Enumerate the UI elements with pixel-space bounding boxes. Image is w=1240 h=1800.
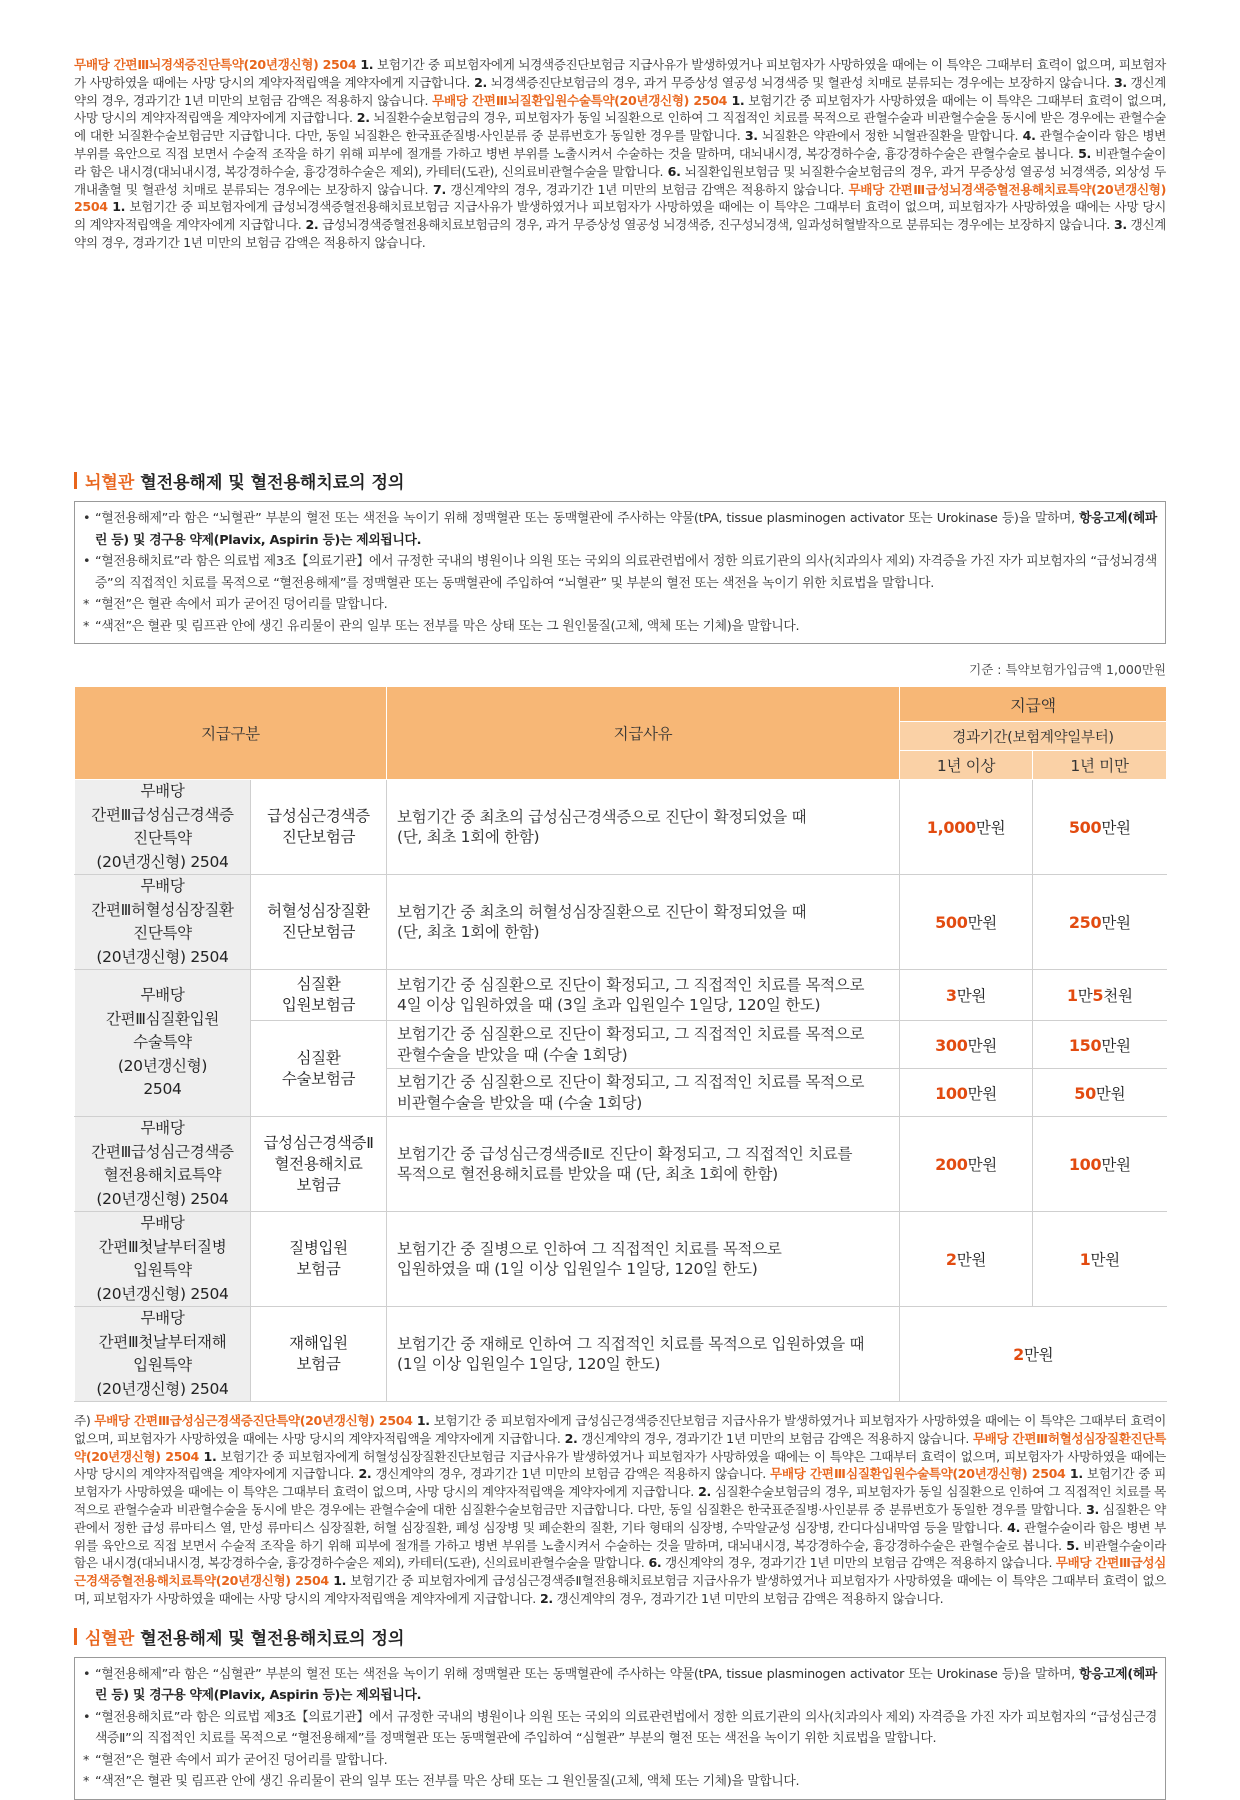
definition-box-1	[74, 501, 1166, 644]
cell-line: 무배당	[140, 1119, 185, 1137]
clause-text: 갱신계약의 경우, 경과기간 1년 미만의 보험금 감액은 적용하지 않습니다.	[552, 1590, 944, 1606]
emphasis-text: 항응고제(헤파린 등) 및 경구용 약제(Plavix, Aspirin 등)는 제외됩니다.	[95, 511, 1157, 548]
benefit-name	[251, 970, 387, 1021]
rider-name: 무배당 간편Ⅲ급성뇌경색증혈전용해치료특약(20년갱신형) 2504	[74, 181, 1166, 215]
clause-number: 1.	[328, 1573, 347, 1589]
cell-line: 간편Ⅲ급성심근경색증	[91, 1142, 234, 1161]
clause-text: 갱신계약의 경우, 경과기간 1년 미만의 보험금 감액은 적용하지 않습니다.	[577, 1430, 973, 1446]
benefit-name	[251, 1021, 387, 1117]
product-name	[75, 780, 251, 875]
clause-text: 보험기간 중 피보험자에게 급성심근경색증Ⅱ혈전용해치료보험금 지급사유가 발생하였거나 피보험자가 사망하였을 때에는 이 특약은 그때부터 효력이 없으며, 피보험자가 사망하였을 때에는 사망 당시의 계약자적립액을 계약자에게 지급합니다.	[74, 1573, 1166, 1606]
plain-text: “혈전용해치료”라 함은 의료법 제3조【의료기관】에서 규정한 국내의 병원이나 의원 또는 국외의 의료관련법에서 정한 의료기관의 의사(치과의사 제외) 자격증을 가진 자가 피보험자의 “급성뇌경색증”의 직접적인 치료를 목적으로 “혈전용해제”를 정맥혈관 또는 동맥혈관에 주입하여 “뇌혈관” 및 부분의 혈전 또는 색전을 녹이기 위한 치료법을 말합니다.	[95, 554, 1157, 591]
plain-text: “색전”은 혈관 및 림프관 안에 생긴 유리물이 관의 일부 또는 전부를 막은 상태 또는 그 원인물질(고체, 액체 또는 기체)을 말합니다.	[95, 618, 800, 634]
bottom-notes	[74, 1412, 1166, 1608]
clause-number: 2.	[352, 110, 370, 126]
cell-line: (20년갱신형)	[117, 1056, 208, 1075]
amount-unit: 만원	[956, 1251, 987, 1269]
bullet-marker: •	[83, 554, 91, 569]
clause-text: 비관혈수술이라 함은 내시경(대뇌내시경, 복강경하수술, 흉강경하수술은 제외), 카테터(도관), 신의료비관혈수술을 말합니다.	[74, 145, 1166, 179]
product-name	[75, 970, 251, 1117]
table-row	[75, 780, 1167, 875]
cell-line: 입원특약	[133, 1261, 192, 1279]
amount-over1	[900, 875, 1033, 970]
clause-number: 2.	[354, 1466, 372, 1482]
clause-number: 3.	[1109, 217, 1127, 233]
amount-unit: 만원	[956, 987, 987, 1005]
cell-line: 재해입원	[289, 1334, 348, 1352]
benefit-name	[251, 1307, 387, 1402]
cell-line: (20년갱신형) 2504	[96, 1379, 229, 1398]
cell-line: 수술보험금	[281, 1069, 356, 1088]
cell-line: 질병입원	[289, 1239, 348, 1257]
cell-line: (1일 이상 입원일수 1일당, 120일 한도)	[397, 1355, 661, 1373]
cell-line: 간편Ⅲ첫날부터질병	[98, 1237, 227, 1256]
amount-unit: 만원	[1090, 1251, 1120, 1269]
header-over1: 1년 이상	[900, 751, 1033, 780]
title-bar	[74, 472, 77, 489]
plain-text: “혈전”은 혈관 속에서 피가 굳어진 덩어리를 말합니다.	[95, 1752, 388, 1768]
amount-under1	[1033, 1069, 1167, 1117]
amount-number: 200	[935, 1155, 968, 1174]
amount-unit: 만원	[1101, 914, 1131, 932]
cell-line: 심질환	[296, 975, 341, 993]
cell-line: 간편Ⅲ급성심근경색증	[91, 805, 234, 824]
clause-number: 6.	[644, 1555, 662, 1571]
clause-text: 뇌질환수술보험금의 경우, 피보험자가 동일 뇌질환으로 인하여 그 직접적인 치료를 목적으로 관혈수술과 비관혈수술을 동시에 받은 경우에는 관혈수술에 대한 뇌질환수술보험금만 지급합니다. 다만, 동일 뇌질환은 한국표준질병·사인분류 중 분류번호가 동일한 경우를 말합니다.	[74, 110, 1167, 144]
amount-unit: 만원	[1101, 1156, 1131, 1174]
rider-name: 무배당 간편Ⅲ허혈성심장질환진단특약(20년갱신형) 2504	[74, 1430, 1166, 1464]
plain-text: “혈전”은 혈관 속에서 피가 굳어진 덩어리를 말합니다.	[95, 597, 388, 612]
definition-item	[83, 1664, 1157, 1707]
payment-reason	[387, 1212, 900, 1307]
definition-text	[95, 1664, 1157, 1707]
cell-line: 허혈성심장질환	[267, 902, 370, 920]
amount-number: 250	[1068, 913, 1102, 932]
cell-line: 진단특약	[133, 829, 192, 847]
cell-line: 보험기간 중 급성심근경색증Ⅱ로 진단이 확정되고, 그 직접적인 치료를	[397, 1144, 853, 1163]
cell-line: 무배당	[140, 1309, 185, 1327]
table-row	[75, 875, 1167, 970]
plain-text: “색전”은 혈관 및 림프관 안에 생긴 유리물이 관의 일부 또는 전부를 막은 상태 또는 그 원인물질(고체, 액체 또는 기체)을 말합니다.	[95, 1774, 800, 1790]
amount-number: 3	[945, 986, 957, 1005]
clause-text: 보험기간 중 피보험자에게 뇌경색증진단보험금 지급사유가 발생하였거나 피보험자가 사망하였을 때에는 이 특약은 그때부터 효력이 없으며, 피보험자가 사망하였을 때에는 사망 당시의 계약자적립액을 계약자에게 지급합니다.	[74, 57, 1166, 90]
definition-item	[83, 1750, 1157, 1772]
clause-number: 7.	[428, 181, 446, 197]
emphasis-text: 항응고제(헤파린 등) 및 경구용 약제(Plavix, Aspirin 등)는 제외됩니다.	[95, 1666, 1157, 1704]
plain-text: “혈전용해제”라 함은 “뇌혈관” 부분의 혈전 또는 색전을 녹이기 위해 정맥혈관 또는 동맥혈관에 주사하는 약물(tPA, tissue plasminogen activator 또는 Urokinase 등)을 말하며,	[95, 511, 1080, 526]
definition-text	[95, 1707, 1157, 1750]
clause-number: 2.	[560, 1430, 578, 1446]
cell-line: 보험금	[296, 1260, 341, 1278]
title-bar	[74, 1628, 77, 1645]
clause-number: 2.	[535, 1590, 553, 1606]
clause-number: 1.	[727, 92, 745, 108]
payment-reason	[387, 875, 900, 970]
payment-reason	[387, 1069, 900, 1117]
benefit-name	[251, 875, 387, 970]
header-reason: 지급사유	[387, 687, 900, 780]
section2-title	[74, 1624, 1166, 1649]
clause-number: 1.	[356, 57, 374, 72]
cell-line: 심질환	[296, 1048, 341, 1067]
clause-text: 비관혈수술이라 함은 내시경(대뇌내시경, 복강경하수술, 흉강경하수술은 제외), 카테터(도관), 신의료비관혈수술을 말합니다.	[74, 1537, 1166, 1571]
cell-line: 혈전용해치료	[274, 1154, 363, 1173]
cell-line: (20년갱신형) 2504	[96, 852, 229, 871]
cell-line: 보험기간 중 심질환으로 진단이 확정되고, 그 직접적인 치료를 목적으로	[397, 1025, 865, 1043]
amount-number: 100	[935, 1083, 968, 1103]
table-row	[75, 970, 1167, 1021]
clause-text: 보험기간 중 피보험자가 사망하였을 때에는 이 특약은 그때부터 효력이 없으며, 사망 당시의 계약자적립액을 계약자에게 지급합니다.	[74, 1466, 1166, 1500]
document-page	[74, 56, 1166, 1800]
plain-text: “혈전용해제”라 함은 “심혈관” 부분의 혈전 또는 색전을 녹이기 위해 정맥혈관 또는 동맥혈관에 주사하는 약물(tPA, tissue plasminogen activator 또는 Urokinase 등)을 말하며,	[95, 1666, 1080, 1682]
amount-number: 1	[1079, 1250, 1091, 1269]
cell-line: 보험기간 중 심질환으로 진단이 확정되고, 그 직접적인 치료를 목적으로	[397, 975, 865, 994]
clause-number: 6.	[663, 163, 681, 179]
cell-line: 급성심근경색증	[267, 807, 370, 825]
payment-reason	[387, 1021, 900, 1069]
payment-reason	[387, 970, 900, 1021]
basis-note: 기준 : 특약보험가입금액 1,000만원	[969, 662, 1166, 677]
header-category: 지급구분	[75, 687, 387, 780]
benefit-name	[251, 1117, 387, 1212]
amount-number: 150	[1068, 1035, 1102, 1055]
cell-line: (단, 최초 1회에 한함)	[397, 923, 540, 941]
clause-number: 1.	[198, 1448, 217, 1464]
top-notes	[74, 56, 1166, 466]
cell-line: 급성심근경색증Ⅱ	[263, 1133, 374, 1152]
clause-number: 5.	[1073, 145, 1091, 161]
product-name	[75, 1212, 251, 1307]
amount-unit: 만원	[967, 914, 997, 932]
clause-number: 2.	[470, 74, 487, 90]
rider-name: 무배당 간편Ⅲ급성심근경색증진단특약(20년갱신형) 2504	[94, 1413, 413, 1428]
amount-under1	[1033, 1212, 1167, 1307]
clause-text: 심질환수술보험금의 경우, 피보험자가 동일 심질환으로 인하여 그 직접적인 치료를 목적으로 관혈수술과 비관혈수술을 동시에 받은 경우에는 관혈수술에 대한 심질환수술보험금만 지급합니다. 다만, 동일 심질환은 한국표준질병·사인분류 중 분류번호가 동일한 경우를 말합니다.	[74, 1484, 1166, 1517]
cell-line: 관혈수술을 받았을 때 (수술 1회당)	[397, 1045, 628, 1064]
amount-over1	[900, 780, 1033, 875]
clause-text: 관혈수술이라 함은 병변 부위를 육안으로 직접 보면서 수술적 조작을 하기 위해 피부에 절개를 가하고 병변 부위를 노출시켜서 수술하는 것을 말하며, 대뇌내시경, 복강경하수술, 흉강경하수술은 관혈수술로 봅니다.	[74, 1519, 1166, 1553]
asterisk-marker: *	[83, 618, 90, 634]
table-row	[75, 1307, 1167, 1402]
cell-line: 입원보험금	[281, 996, 356, 1014]
definition-text	[95, 616, 1157, 638]
cell-line: 진단특약	[133, 924, 192, 942]
amount-over1	[900, 1117, 1033, 1212]
asterisk-marker: *	[83, 597, 90, 612]
header-under1: 1년 미만	[1033, 751, 1167, 780]
bullet-marker: •	[83, 1666, 91, 1682]
definition-item	[83, 1771, 1157, 1793]
asterisk-marker: *	[83, 1752, 90, 1768]
clause-number: 2.	[301, 217, 319, 233]
section1-heading: 혈전용해제 및 혈전용해치료의 정의	[140, 473, 405, 493]
cell-line: (단, 최초 1회에 한함)	[397, 828, 540, 846]
product-name	[75, 875, 251, 970]
definition-item	[83, 1707, 1157, 1750]
rider-name: 무배당 간편Ⅲ뇌질환입원수술특약(20년갱신형) 2504	[432, 92, 728, 108]
clause-text: 갱신계약의 경우, 경과기간 1년 미만의 보험금 감액은 적용하지 않습니다.	[74, 74, 1166, 108]
cell-line: 진단보험금	[281, 923, 356, 941]
amount-over1	[900, 1021, 1033, 1069]
clause-text: 보험기간 중 피보험자에게 허혈성심장질환진단보험금 지급사유가 발생하였거나 피보험자가 사망하였을 때에는 이 특약은 그때부터 효력이 없으며, 피보험자가 사망하였을 때에는 사망 당시의 계약자적립액을 계약자에게 지급합니다.	[74, 1448, 1166, 1482]
definition-text	[95, 551, 1157, 594]
bullet-marker: •	[83, 1709, 91, 1725]
amount-unit: 천원	[1103, 987, 1133, 1005]
clause-text: 주)	[74, 1413, 95, 1428]
clause-text: 뇌질환은 약관에서 정한 뇌혈관질환을 말합니다.	[757, 128, 1019, 144]
cell-line: 간편Ⅲ심질환입원	[105, 1009, 220, 1028]
amount-unit: 만원	[1101, 819, 1131, 837]
payment-reason	[387, 1307, 900, 1402]
clause-text: 갱신계약의 경우, 경과기간 1년 미만의 보험금 감액은 적용하지 않습니다.	[371, 1466, 771, 1482]
definition-text	[95, 1771, 1157, 1793]
section1-title	[74, 468, 1166, 493]
clause-number: 5.	[1061, 1537, 1080, 1553]
amount-number: 100	[1068, 1155, 1102, 1174]
definition-item	[83, 616, 1157, 638]
bullet-marker: •	[83, 511, 91, 526]
cell-line: 보험기간 중 질병으로 인하여 그 직접적인 치료를 목적으로	[397, 1239, 782, 1258]
amount-number: 500	[935, 913, 968, 932]
amount-unit: 만원	[1101, 1036, 1131, 1055]
header-period: 경과기간(보험계약일부터)	[900, 722, 1167, 751]
amount-under1	[1033, 875, 1167, 970]
amount-unit: 만원	[1095, 1084, 1126, 1103]
amount-over1	[900, 1212, 1033, 1307]
definition-item	[83, 551, 1157, 594]
cell-line: 간편Ⅲ첫날부터재해	[98, 1332, 227, 1351]
clause-text: 보험기간 중 피보험자에게 급성뇌경색증혈전용해치료보험금 지급사유가 발생하였거나 피보험자가 사망하였을 때에는 이 특약은 그때부터 효력이 없으며, 피보험자가 사망하였을 때에는 사망 당시의 계약자적립액을 계약자에게 지급합니다.	[74, 199, 1166, 233]
benefit-name	[251, 780, 387, 875]
amount-number: 50	[1074, 1083, 1096, 1103]
definition-item	[83, 594, 1157, 616]
clause-text: 갱신계약의 경우, 경과기간 1년 미만의 보험금 감액은 적용하지 않습니다.	[445, 181, 849, 197]
payment-reason	[387, 780, 900, 875]
definition-item	[83, 508, 1157, 551]
clause-text: 급성뇌경색증혈전용해치료보험금의 경우, 과거 무증상성 열공성 뇌경색증, 진구성뇌경색, 일과성허혈발작으로 분류되는 경우에는 보장하지 않습니다.	[318, 217, 1110, 233]
plain-text: “혈전용해치료”라 함은 의료법 제3조【의료기관】에서 규정한 국내의 병원이나 의원 또는 국외의 의료관련법에서 정한 의료기관의 의사(치과의사 제외) 자격증을 가진 자가 피보험자의 “급성심근경색증Ⅱ”의 직접적인 치료를 목적으로 “혈전용해제”를 정맥혈관 또는 동맥혈관에 주입하여 “심혈관” 부분의 혈전 또는 색전을 녹이기 위한 치료법을 말합니다.	[95, 1709, 1157, 1747]
cell-line: 4일 이상 입원하였을 때 (3일 초과 입원일수 1일당, 120일 한도)	[397, 996, 821, 1014]
cell-line: 보험기간 중 최초의 급성심근경색증으로 진단이 확정되었을 때	[397, 807, 807, 826]
benefit-name	[251, 1212, 387, 1307]
product-name	[75, 1117, 251, 1212]
amount-unit: 만원	[967, 1084, 997, 1103]
amount-number: 500	[1068, 818, 1102, 837]
amount-unit: 만원	[1024, 1346, 1054, 1364]
section1-accent: 뇌혈관	[85, 473, 135, 493]
clause-number: 1.	[1065, 1466, 1083, 1482]
clause-text: 보험기간 중 피보험자가 사망하였을 때에는 이 특약은 그때부터 효력이 없으며, 사망 당시의 계약자적립액을 계약자에게 지급합니다.	[74, 92, 1166, 126]
cell-line: 혈전용해치료특약	[103, 1166, 222, 1184]
cell-line: 보험금	[296, 1355, 341, 1373]
cell-line: 비관혈수술을 받았을 때 (수술 1회당)	[397, 1093, 643, 1112]
amount-number: 2	[1013, 1345, 1024, 1364]
cell-line: 보험기간 중 재해로 인하여 그 직접적인 치료를 목적으로 입원하였을 때	[397, 1334, 865, 1353]
amount-number: 2	[945, 1250, 957, 1269]
cell-line: 무배당	[140, 986, 185, 1005]
cell-line: 진단보험금	[281, 828, 356, 846]
cell-line: 무배당	[140, 1214, 185, 1232]
amount-merged	[900, 1307, 1167, 1402]
clause-text: 뇌질환입원보험금 및 뇌질환수술보험금의 경우, 과거 무증상성 열공성 뇌경색증, 외상성 두개내출혈 및 혈관성 치매로 분류되는 경우에는 보장하지 않습니다.	[74, 163, 1166, 197]
amount-under1	[1033, 1021, 1167, 1069]
clause-text: 보험기간 중 피보험자에게 급성심근경색증진단보험금 지급사유가 발생하였거나 피보험자가 사망하였을 때에는 이 특약은 그때부터 효력이 없으며, 피보험자가 사망하였을 때에는 사망 당시의 계약자적립액을 계약자에게 지급합니다.	[74, 1413, 1166, 1446]
amount-unit: 만원	[975, 819, 1006, 837]
cell-line: (20년갱신형) 2504	[96, 1284, 229, 1303]
amount-under1	[1033, 970, 1167, 1021]
table-row	[75, 1212, 1167, 1307]
clause-number: 4.	[1018, 128, 1036, 144]
header-amount: 지급액	[900, 687, 1167, 722]
amount-number: 1	[1066, 986, 1078, 1005]
clause-number: 3.	[740, 128, 758, 144]
cell-line: 간편Ⅲ허혈성심장질환	[91, 900, 234, 919]
amount-over1	[900, 1069, 1033, 1117]
section2-heading: 혈전용해제 및 혈전용해치료의 정의	[140, 1628, 405, 1649]
cell-line: 목적으로 혈전용해치료를 받았을 때 (단, 최초 1회에 한함)	[397, 1165, 778, 1183]
rider-name: 무배당 간편Ⅲ심질환입원수술특약(20년갱신형) 2504	[770, 1466, 1066, 1482]
amount-unit: 만원	[967, 1036, 997, 1055]
rider-name: 무배당 간편Ⅲ급성심근경색증혈전용해치료특약(20년갱신형) 2504	[74, 1555, 1166, 1589]
amount-unit: 만원	[967, 1156, 997, 1174]
cell-line: 입원특약	[133, 1356, 192, 1374]
amount-number: 1,000	[926, 818, 976, 837]
definition-text	[95, 508, 1157, 551]
cell-line: (20년갱신형) 2504	[96, 1189, 229, 1208]
clause-number: 4.	[1002, 1519, 1021, 1535]
amount-unit: 만	[1077, 987, 1093, 1005]
definition-text	[95, 594, 1157, 616]
amount-number: 5	[1092, 986, 1104, 1005]
amount-over1	[900, 970, 1033, 1021]
clause-text: 뇌경색증진단보험금의 경우, 과거 무증상성 열공성 뇌경색증 및 혈관성 치매로 분류되는 경우에는 보장하지 않습니다.	[486, 74, 1110, 90]
definition-text	[95, 1750, 1157, 1772]
table-row	[75, 1117, 1167, 1212]
clause-text: 관혈수술이라 함은 병변 부위를 육안으로 직접 보면서 수술적 조작을 하기 위해 피부에 절개를 가하고 병변 부위를 노출시켜서 수술하는 것을 말하며, 대뇌내시경, 복강경하수술, 흉강경하수술은 관혈수술로 봅니다.	[74, 128, 1166, 161]
clause-text: 갱신계약의 경우, 경과기간 1년 미만의 보험금 감액은 적용하지 않습니다.	[74, 217, 1167, 250]
clause-number: 3.	[1081, 1501, 1099, 1517]
rider-name: 무배당 간편Ⅲ뇌경색증진단특약(20년갱신형) 2504	[74, 57, 357, 72]
clause-number: 1.	[412, 1413, 430, 1428]
clause-number: 3.	[1109, 74, 1127, 90]
cell-line: 수술특약	[133, 1033, 192, 1052]
section2-accent: 심혈관	[85, 1628, 135, 1649]
benefit-table	[74, 686, 1167, 1402]
clause-number: 1.	[107, 199, 126, 215]
cell-line: 무배당	[140, 877, 185, 895]
cell-line: (20년갱신형) 2504	[96, 947, 229, 966]
cell-line: 보험기간 중 최초의 허혈성심장질환으로 진단이 확정되었을 때	[397, 902, 807, 921]
cell-line: 2504	[143, 1080, 182, 1099]
cell-line: 무배당	[140, 782, 185, 800]
payment-reason	[387, 1117, 900, 1212]
cell-line: 입원하였을 때 (1일 이상 입원일수 1일당, 120일 한도)	[397, 1260, 758, 1278]
cell-line: 보험기간 중 심질환으로 진단이 확정되고, 그 직접적인 치료를 목적으로	[397, 1073, 865, 1091]
amount-number: 300	[935, 1035, 968, 1055]
cell-line: 보험금	[296, 1175, 341, 1194]
clause-text: 심질환은 약관에서 정한 급성 류마티스 열, 만성 류마티스 심장질환, 허혈 심장질환, 폐성 심장병 및 폐순환의 질환, 기타 형태의 심장병, 수막알균성 심장병, 칸디다심내막염 등을 말합니다.	[74, 1501, 1166, 1535]
product-name	[75, 1307, 251, 1402]
clause-text: 갱신계약의 경우, 경과기간 1년 미만의 보험금 감액은 적용하지 않습니다.	[661, 1555, 1056, 1571]
definition-box-2	[74, 1657, 1166, 1800]
amount-under1	[1033, 780, 1167, 875]
amount-under1	[1033, 1117, 1167, 1212]
asterisk-marker: *	[83, 1774, 90, 1790]
clause-number: 2.	[693, 1484, 711, 1500]
